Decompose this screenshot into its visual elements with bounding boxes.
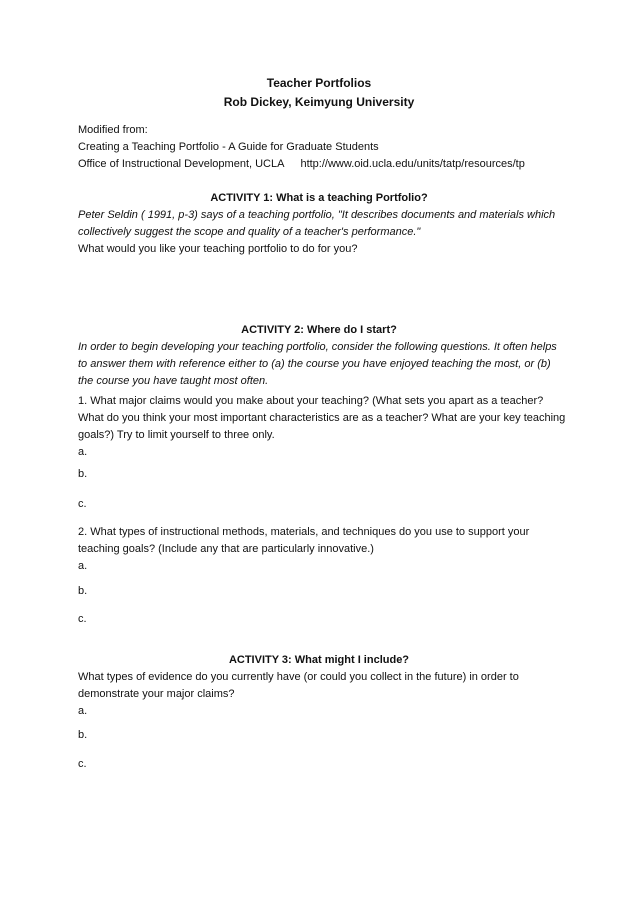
author-line: Rob Dickey, Keimyung University [223,95,415,109]
activity1-question: What would you like your teaching portfolio to do for you? [78,243,358,255]
activity3-heading: ACTIVITY 3: What might I include? [228,654,410,666]
activity2-question-1 [78,393,566,461]
q2-option-b: b. [78,585,88,597]
activity3-question-line-2: demonstrate your major claims? [78,688,235,700]
office-name: Office of Instructional Development, UCLA [78,158,285,170]
guide-title: Creating a Teaching Portfolio - A Guide for Graduate Students [78,141,379,153]
q1-option-c: c. [78,498,87,510]
q1-option-b: b. [78,468,88,480]
q1-line-1: 1. What major claims would you make about your teaching? (What sets you apart as a teacher? [78,395,544,407]
activity1-body [78,207,560,258]
activity3-body [78,669,560,720]
activity2-intro-line-2: to answer them with reference either to (a) the course you have enjoyed teaching the most, or (b) [78,358,551,370]
source-block [78,122,560,173]
modified-label: Modified from: [78,124,148,136]
activity2-question-2 [78,524,560,575]
q2-line-1: 2. What types of instructional methods, materials, and techniques do you use to support your [78,526,530,538]
page-title: Teacher Portfolios [266,76,372,90]
q2-option-a: a. [78,560,88,572]
activity3-option-a: a. [78,705,88,717]
q1-line-2: What do you think your most important characteristics are as a teacher? What are your key teaching [78,412,566,424]
activity3-option-b: b. [78,729,88,741]
activity1-heading: ACTIVITY 1: What is a teaching Portfolio? [210,192,428,204]
activity3-option-c: c. [78,758,87,770]
activity2-intro-line-1: In order to begin developing your teaching portfolio, consider the following questions. It often helps [78,341,557,353]
office-line [78,156,560,173]
source-url: http://www.oid.ucla.edu/units/tatp/resources/tp [300,158,525,170]
q2-option-c: c. [78,613,87,625]
activity2-intro [78,339,560,390]
activity1-quote-line-1: Peter Seldin ( 1991, p-3) says of a teaching portfolio, "It describes documents and materials which [78,209,556,221]
q2-line-2: teaching goals? (Include any that are particularly innovative.) [78,543,374,555]
activity1-quote-line-2: collectively suggest the scope and quality of a teacher's performance." [78,226,421,238]
q1-option-a: a. [78,446,88,458]
activity3-question-line-1: What types of evidence do you currently have (or could you collect in the future) in order to [78,671,519,683]
activity2-heading: ACTIVITY 2: Where do I start? [241,324,397,336]
q1-line-3: goals?) Try to limit yourself to three only. [78,429,275,441]
activity2-intro-line-3: the course you have taught most often. [78,375,269,387]
